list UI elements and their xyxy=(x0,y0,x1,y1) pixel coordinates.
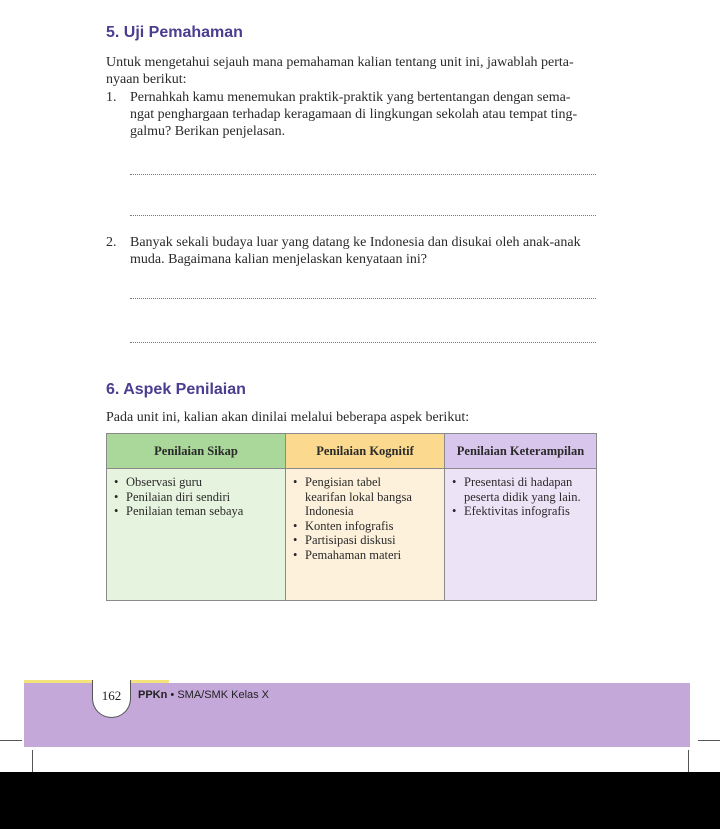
kognitif-item xyxy=(292,475,440,519)
answer-line-2a[interactable] xyxy=(130,298,596,299)
section-5-intro-line-1: Untuk mengetahui sejauh mana pemahaman kalian tentang unit ini, jawablah perta- xyxy=(106,55,574,70)
keterampilan-cell xyxy=(445,469,597,601)
answer-line-1a[interactable] xyxy=(130,174,596,175)
kognitif-item-1-line-1: Pengisian tabel xyxy=(305,475,382,489)
kognitif-cell xyxy=(286,469,445,601)
section-6-title: 6. Aspek Penilaian xyxy=(106,381,246,398)
header-keterampilan: Penilaian Keterampilan xyxy=(445,434,597,469)
header-kognitif: Penilaian Kognitif xyxy=(286,434,445,469)
answer-line-2b[interactable] xyxy=(130,342,596,343)
keterampilan-item: • Efektivitas infografis xyxy=(451,504,592,519)
kognitif-item-1-line-3: Indonesia xyxy=(305,504,354,518)
section-6-intro: Pada unit ini, kalian akan dinilai melalui beberapa aspek berikut: xyxy=(106,410,470,425)
section-5-title: 5. Uji Pemahaman xyxy=(106,24,243,41)
keterampilan-item-1-line-2: peserta didik yang lain. xyxy=(464,489,581,504)
kognitif-item-1-line-2: kearifan lokal bangsa xyxy=(305,489,412,504)
answer-line-1b[interactable] xyxy=(130,215,596,216)
crop-rule-left xyxy=(0,740,22,741)
footer-subject: PPKn xyxy=(138,689,168,701)
question-1-line-3: galmu? Berikan penjelasan. xyxy=(130,124,286,139)
crop-mark-right xyxy=(688,750,689,772)
keterampilan-item xyxy=(451,475,592,504)
crop-mark-left xyxy=(32,750,33,772)
header-sikap: Penilaian Sikap xyxy=(107,434,286,469)
question-1-line-2: ngat penghargaan terhadap keragamaan di lingkungan sekolah atau tempat ting- xyxy=(130,107,578,122)
keterampilan-item-1-line-1: Presentasi di hadapan xyxy=(464,475,573,489)
question-1-line-1: Pernahkah kamu menemukan praktik-praktik yang bertentangan dengan sema- xyxy=(130,90,571,105)
question-1-number: 1. xyxy=(106,90,117,105)
question-2-line-2: muda. Bagaimana kalian menjelaskan kenyataan ini? xyxy=(130,252,427,267)
footer-separator: • xyxy=(170,689,175,701)
page-number: 162 xyxy=(92,680,131,718)
kognitif-item: • Konten infografis xyxy=(292,519,440,534)
kognitif-item: • Pemahaman materi xyxy=(292,548,440,563)
sikap-item: • Penilaian teman sebaya xyxy=(113,504,281,519)
sikap-cell xyxy=(107,469,286,601)
kognitif-item: • Partisipasi diskusi xyxy=(292,533,440,548)
footer-level: SMA/SMK Kelas X xyxy=(177,689,270,701)
question-2-line-1: Banyak sekali budaya luar yang datang ke Indonesia dan disukai oleh anak-anak xyxy=(130,235,581,250)
sikap-item: • Penilaian diri sendiri xyxy=(113,490,281,505)
question-2-number: 2. xyxy=(106,235,117,250)
black-border-bottom xyxy=(0,772,720,829)
crop-rule-right xyxy=(698,740,720,741)
assessment-table xyxy=(106,433,597,601)
section-5-intro-line-2: nyaan berikut: xyxy=(106,72,187,87)
sikap-item: • Observasi guru xyxy=(113,475,281,490)
footer-text xyxy=(138,689,269,701)
